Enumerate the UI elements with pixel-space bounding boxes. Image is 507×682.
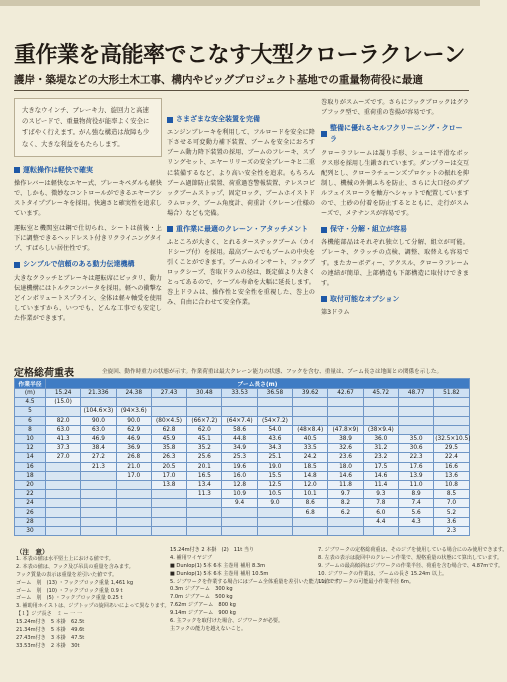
table-header-row — [15, 379, 470, 389]
load-cell — [434, 416, 469, 425]
load-cell — [151, 490, 186, 499]
boom-length-cell: 51.82 — [434, 389, 469, 398]
load-cell: 25.1 — [257, 453, 292, 462]
load-cell: 63.0 — [46, 425, 81, 434]
radius-cell: 22 — [15, 490, 46, 499]
radius-cell: 12 — [15, 444, 46, 453]
load-cell — [222, 517, 257, 526]
load-cell: 16.0 — [222, 471, 257, 480]
note-line: 21.34m付き 5 本掛 49.6t — [16, 627, 85, 634]
radius-cell: 18 — [15, 471, 46, 480]
bullet-square-icon — [167, 117, 173, 123]
note-line: 8. 左表の表示は旋回中のクレーン作業で、規格重量の状態にて算出しています。 — [318, 554, 503, 561]
load-cell: 18.0 — [328, 462, 363, 471]
load-cell: 13.9 — [398, 471, 433, 480]
load-cell — [363, 398, 398, 407]
load-cell — [328, 398, 363, 407]
radius-header: 作業半径 — [15, 379, 46, 389]
bullet-square-icon — [167, 226, 173, 232]
load-cell: 31.2 — [363, 444, 398, 453]
load-cell — [46, 462, 81, 471]
boom-length-row — [15, 389, 470, 398]
load-cell — [151, 499, 186, 508]
load-cell: 12.0 — [293, 480, 328, 489]
note-line: ■ Dunlop(1) 5本 6本 主巻用 補用 8.3m — [170, 562, 266, 569]
load-cell: 4.4 — [363, 517, 398, 526]
load-cell: (64×7.4) — [222, 416, 257, 425]
load-cell: 12.5 — [257, 480, 292, 489]
load-cell: 20.5 — [151, 462, 186, 471]
load-cell — [398, 416, 433, 425]
table-row — [15, 508, 470, 517]
load-cell: 27.2 — [81, 453, 116, 462]
load-cell: 13.6 — [434, 471, 469, 480]
load-cell — [222, 508, 257, 517]
load-cell — [222, 398, 257, 407]
load-cell — [116, 398, 151, 407]
load-cell: 45.1 — [187, 434, 222, 443]
boom-length-cell: 33.53 — [222, 389, 257, 398]
load-cell: 6.2 — [328, 508, 363, 517]
note-line: 9.14m ジブアーム 900 kg — [170, 610, 236, 617]
load-cell — [46, 499, 81, 508]
table-row — [15, 398, 470, 407]
load-cell — [116, 499, 151, 508]
load-cell: 5.6 — [398, 508, 433, 517]
section-heading: シンプルで信頼のある動力伝達機構 — [14, 259, 162, 270]
load-cell: 22.3 — [398, 453, 433, 462]
load-cell — [328, 526, 363, 535]
load-cell — [81, 398, 116, 407]
section-heading: 取付可能なオプション — [321, 294, 469, 305]
load-cell — [363, 416, 398, 425]
load-cell — [293, 407, 328, 416]
load-cell — [46, 471, 81, 480]
top-band — [0, 0, 480, 6]
load-cell — [81, 499, 116, 508]
load-cell — [293, 398, 328, 407]
note-line: ゴーム 別 (13) ・フックブロック重量 1,461 kg — [16, 579, 134, 586]
table-row — [15, 425, 470, 434]
load-cell — [46, 480, 81, 489]
section-heading: 重作業に最適のクレーン・アタッチメント — [167, 224, 315, 235]
note-line: 1. 本表の値は水平堅土上における値です。 — [16, 556, 114, 562]
table-row — [15, 444, 470, 453]
note-line: 27.43m付き 3 本掛 47.5t — [16, 634, 85, 641]
load-cell — [257, 407, 292, 416]
radius-cell: 16 — [15, 462, 46, 471]
load-cell: 8.5 — [434, 490, 469, 499]
radius-cell: 6 — [15, 416, 46, 425]
radius-cell: 26 — [15, 508, 46, 517]
load-cell: 13.8 — [151, 480, 186, 489]
load-cell: 13.4 — [187, 480, 222, 489]
load-cell: 2.3 — [434, 526, 469, 535]
note-line: 11. ジブワークの可能最小作業半径 6m。 — [318, 578, 414, 585]
load-cell: 6.0 — [363, 508, 398, 517]
load-cell: 6.8 — [293, 508, 328, 517]
load-cell: 7.8 — [363, 499, 398, 508]
load-cell: 11.4 — [363, 480, 398, 489]
note-line: 7.62m ジブアーム 800 kg — [170, 602, 236, 609]
load-cell — [187, 398, 222, 407]
note-line: 7. ジブワークの定格総荷重は、そのジブを使用している場合にのみ使用できます。 — [318, 547, 507, 553]
load-cell — [222, 526, 257, 535]
boom-length-cell: 42.67 — [328, 389, 363, 398]
radius-cell: 24 — [15, 499, 46, 508]
radius-cell: 28 — [15, 517, 46, 526]
boom-length-cell: 24.38 — [116, 389, 151, 398]
load-cell: 35.0 — [398, 434, 433, 443]
load-cell — [187, 517, 222, 526]
boom-length-cell: 45.72 — [363, 389, 398, 398]
load-cell: 34.9 — [222, 444, 257, 453]
load-cell: 12.8 — [222, 480, 257, 489]
load-cell — [151, 508, 186, 517]
load-cell: (66×7.2) — [187, 416, 222, 425]
table-row — [15, 499, 470, 508]
rated-load-table — [14, 378, 470, 536]
note-line: 33.53m付き 2 本掛 30t — [16, 642, 80, 649]
load-cell: 90.0 — [116, 416, 151, 425]
load-cell: 5.2 — [434, 508, 469, 517]
boom-length-cell: 27.43 — [151, 389, 186, 398]
load-cell — [151, 407, 186, 416]
load-cell: 10.8 — [434, 480, 469, 489]
load-cell — [187, 508, 222, 517]
load-cell: 11.8 — [328, 480, 363, 489]
load-cell: 24.2 — [293, 453, 328, 462]
load-cell: 7.0 — [434, 499, 469, 508]
notes-heading: （注 意） — [16, 548, 49, 556]
load-cell: 17.0 — [116, 471, 151, 480]
load-cell: (15.0) — [46, 398, 81, 407]
load-cell — [81, 471, 116, 480]
load-cell: 58.6 — [222, 425, 257, 434]
load-cell: 16.6 — [434, 462, 469, 471]
section-body: ふところが大きく、とれるターステックブーム（カイドシーブ付）を採用。最高ブームでもブームの中央を引くことができます。ブームのインサート、フックブロックシーブ、巻取ドラムの径は、既定値より大きくとってあるので、ケーブル寿命を大幅に延長します。巻上ドラムは、操作性と安全性を重視した、巻上のみ、自由に合わせて安全作業。 — [167, 239, 315, 307]
load-cell — [81, 526, 116, 535]
load-cell — [46, 526, 81, 535]
note-line: 5. ジブワークを作業する場合にはブーム全体重量を差引いた能力の値です。 — [170, 578, 345, 585]
note-line: 主フックの能力を越えないこと。 — [170, 625, 247, 632]
load-cell: 21.0 — [116, 462, 151, 471]
load-cell — [363, 526, 398, 535]
load-cell — [151, 398, 186, 407]
load-cell: 35.8 — [151, 444, 186, 453]
load-cell: 34.3 — [257, 444, 292, 453]
boom-length-header: ブーム長さ(m) — [46, 379, 470, 389]
load-cell — [116, 490, 151, 499]
load-cell — [81, 490, 116, 499]
table-title: 定格総荷重表 — [14, 368, 74, 379]
load-cell — [398, 526, 433, 535]
load-cell: 3.6 — [434, 517, 469, 526]
note-line: 0.3m ジブアーム 300 kg — [170, 586, 233, 593]
radius-cell: 14 — [15, 453, 46, 462]
load-cell: 30.6 — [398, 444, 433, 453]
load-cell: 20.1 — [187, 462, 222, 471]
load-cell — [293, 416, 328, 425]
load-cell — [81, 508, 116, 517]
load-cell — [46, 490, 81, 499]
load-cell: 19.0 — [257, 462, 292, 471]
load-cell: 36.0 — [363, 434, 398, 443]
note-line: 3. 補助用ホイストは、ジブトップの旋回あいによって異なります。 — [16, 603, 170, 610]
note-line: ゴーム 別 (10) ・フックブロック重量 0.9 t — [16, 587, 123, 594]
note-line: 10. ジブワークの作業は、ブームの長さ 15.24m 以上。 — [318, 570, 448, 577]
section-heading: さまざまな安全装置を完備 — [167, 114, 315, 125]
load-cell — [398, 407, 433, 416]
load-cell: 18.5 — [293, 462, 328, 471]
load-cell: 82.0 — [46, 416, 81, 425]
section-body: 操作レバーは軽快なエヤー式、ブレーキペダルも軽快で、しかも、微妙なコントロールができるエヤーアシストタイプブレーキを採用。快適さと確実性を追求しています。 — [14, 180, 162, 218]
load-cell — [116, 526, 151, 535]
load-cell — [398, 425, 433, 434]
section-body: 大きなクラッチとブレーキは運転席にピッタリ、動力伝達機構にはトルクコンバータを採用。軽への衝撃などインボリュートスプライン、全体は軽々軸受を使用していますから、いつでも、どんな工事でも安定した作業ができます。 — [14, 274, 162, 322]
note-line: 7.0m ジブアーム 500 kg — [170, 594, 233, 601]
load-cell: 33.5 — [293, 444, 328, 453]
table-row — [15, 434, 470, 443]
load-cell: 25.3 — [222, 453, 257, 462]
boom-length-cell: 21.336 — [81, 389, 116, 398]
table-row — [15, 471, 470, 480]
load-cell: (104.6×3) — [81, 407, 116, 416]
load-cell: 17.6 — [398, 462, 433, 471]
load-cell: 10.9 — [222, 490, 257, 499]
load-cell: 19.6 — [222, 462, 257, 471]
load-cell: 90.0 — [81, 416, 116, 425]
load-cell — [187, 407, 222, 416]
load-cell: 46.9 — [81, 434, 116, 443]
load-cell: 37.3 — [46, 444, 81, 453]
load-cell: 38.4 — [81, 444, 116, 453]
radius-cell: 5 — [15, 407, 46, 416]
load-cell: 23.2 — [363, 453, 398, 462]
load-cell — [398, 398, 433, 407]
load-cell — [257, 398, 292, 407]
load-cell — [434, 425, 469, 434]
column-1 — [14, 98, 162, 329]
load-cell: 9.7 — [328, 490, 363, 499]
load-cell — [363, 407, 398, 416]
load-cell: 62.8 — [151, 425, 186, 434]
load-cell: 11.0 — [398, 480, 433, 489]
load-cell: 10.1 — [293, 490, 328, 499]
section-body: エンジンブレーキを利用して、フルロードを安全に降下させる可変動力補下装置、ブームを安全におろすブーム動力降下装置の採用、ブームのフレーキ、スプリングセット、エヤーリリーズの安全ブレーキと二重に装備するなど、より高い安全性を追求。もちろんブーム過節防止装置、荷重過巻警報装置、テレスコピックブームストップ、固定ロック、ブームホイストドラムロック、ブーム角度計、荷重計（クレーン仕様の場合）なども完備。 — [167, 129, 316, 217]
bullet-square-icon — [321, 227, 327, 233]
load-cell: 11.3 — [187, 490, 222, 499]
radius-cell: 8 — [15, 425, 46, 434]
table-row — [15, 453, 470, 462]
column-3 — [321, 98, 469, 323]
section-heading: 整備に優れるセルフクリーニング・クローラ — [321, 123, 469, 146]
load-cell — [187, 499, 222, 508]
section-body: 運転室と機関室は鋼で仕切られ、シートは前後・上下に調整できるヘッドレスト付きリクライニングタイプ、すばらしい居住性です。 — [14, 225, 162, 253]
bullet-square-icon — [321, 296, 327, 302]
boom-length-cell: 39.62 — [293, 389, 328, 398]
section-heading: 保守・分解・組立が容易 — [321, 224, 469, 235]
bullet-square-icon — [14, 262, 20, 268]
load-cell — [293, 526, 328, 535]
section-body: 第3ドラム — [321, 308, 350, 316]
load-cell — [434, 407, 469, 416]
load-cell: 62.9 — [116, 425, 151, 434]
table-row — [15, 407, 470, 416]
load-cell: 23.6 — [328, 453, 363, 462]
load-cell: (32.5×10.5) — [435, 436, 471, 443]
load-cell: 62.0 — [187, 425, 222, 434]
load-cell: 38.9 — [328, 434, 363, 443]
intro-text: 大きなウインチ、ブレーキ力、旋回力と高速のスピードで、重量物荷役が能率よく安全にすばやく行えます。がん強な構造は故障も少なく、大きな利益をもたらします。 — [22, 106, 150, 148]
radius-cell: 30 — [15, 526, 46, 535]
section-heading: 運転操作は軽快で確実 — [14, 165, 162, 176]
boom-length-cell: 36.58 — [257, 389, 292, 398]
load-cell: 22.4 — [434, 453, 469, 462]
load-cell: (48×8.4) — [293, 425, 328, 434]
note-line: ゴーム 別 (5) ・フックブロック重量 0.25 t — [16, 595, 123, 602]
load-cell: 45.9 — [151, 434, 186, 443]
notes-right — [318, 547, 507, 586]
load-cell: 26.8 — [116, 453, 151, 462]
load-cell: 7.4 — [398, 499, 433, 508]
load-cell: (80×4.5) — [151, 416, 186, 425]
note-line: 15.24m付き 5 本掛 62.5t — [16, 619, 85, 626]
load-cell: 4.3 — [398, 517, 433, 526]
subtitle: 護岸・築堤などの大形土木工事、構内やビッグプロジェクト基地での重量物荷役に最適 — [14, 74, 423, 86]
load-cell: 40.5 — [293, 434, 328, 443]
notes-left — [16, 556, 170, 651]
load-cell: 26.3 — [151, 453, 186, 462]
note-line: 6. 主フックを取付けた場合、ジブワークが必要。 — [170, 618, 284, 625]
load-cell — [293, 517, 328, 526]
load-cell — [328, 517, 363, 526]
load-cell — [328, 407, 363, 416]
load-cell — [187, 526, 222, 535]
load-cell — [222, 407, 257, 416]
load-cell: 16.5 — [187, 471, 222, 480]
load-cell: 29.5 — [434, 444, 469, 453]
section-body: 各機能部品はそれぞれ独立して分解、組立が可能。ブレーキ、クラッチの点検、調整、取替えも容易です。またカーボディー、アクスル、クローラフレームの連結が簡単、上部構造も下部構造に取付けできます。 — [321, 239, 469, 287]
load-cell: 27.0 — [46, 453, 81, 462]
load-cell — [116, 480, 151, 489]
load-cell — [434, 398, 469, 407]
radius-cell: 20 — [15, 480, 46, 489]
load-cell — [81, 480, 116, 489]
bullet-square-icon — [14, 167, 20, 173]
load-cell: 41.3 — [46, 434, 81, 443]
column-2 — [167, 98, 315, 313]
boom-length-cell: 48.77 — [398, 389, 433, 398]
table-row — [15, 490, 470, 499]
load-cell: 36.9 — [116, 444, 151, 453]
table-note: 全旋回、動作時重力の状態が示す。作業荷重は最大クレーン能力の状態、フックを含む、重量は、ブーム長さは地面との関係を示した。 — [102, 369, 443, 375]
table-row — [15, 416, 470, 425]
notes-middle — [170, 547, 345, 634]
load-cell — [46, 517, 81, 526]
table-row — [15, 480, 470, 489]
main-title: 重作業を高能率でこなす大型クローラクレーン — [14, 43, 466, 68]
load-cell: 25.6 — [187, 453, 222, 462]
load-cell — [257, 517, 292, 526]
load-cell: 14.6 — [328, 471, 363, 480]
load-cell — [116, 517, 151, 526]
load-cell: 17.5 — [363, 462, 398, 471]
load-cell: 9.4 — [222, 499, 257, 508]
load-cell — [151, 517, 186, 526]
load-cell: 10.5 — [257, 490, 292, 499]
load-cell — [257, 508, 292, 517]
load-cell: 14.6 — [363, 471, 398, 480]
table-row — [15, 526, 470, 535]
radius-cell: 10 — [15, 434, 46, 443]
load-cell — [46, 508, 81, 517]
load-cell — [151, 526, 186, 535]
load-cell: (38×9.4) — [363, 425, 398, 434]
boom-length-cell: 30.48 — [187, 389, 222, 398]
unit-cell: (m) — [15, 389, 46, 398]
note-line: 15.24m付き 2 本掛 (2) 11t 当り — [170, 547, 255, 553]
load-cell: 8.9 — [398, 490, 433, 499]
load-cell — [257, 526, 292, 535]
intro-box — [14, 98, 162, 157]
load-cell: 46.9 — [116, 434, 151, 443]
load-cell: (54×7.2) — [257, 416, 292, 425]
note-line: フック質量の表示は重量を差引いた値です。 — [16, 571, 118, 578]
load-cell: 17.0 — [151, 471, 186, 480]
boom-length-cell: 15.24 — [46, 389, 81, 398]
load-cell: 14.8 — [293, 471, 328, 480]
load-cell: 9.3 — [363, 490, 398, 499]
load-cell: 21.3 — [81, 462, 116, 471]
load-cell: 43.6 — [257, 434, 292, 443]
note-line: ■ Dunlop(1) 5本 6本 主巻用 補用 10.5m — [170, 570, 269, 577]
load-cell: 54.0 — [257, 425, 292, 434]
load-cell — [116, 508, 151, 517]
load-cell: 9.0 — [257, 499, 292, 508]
load-cell: 8.2 — [328, 499, 363, 508]
bullet-square-icon — [321, 131, 327, 137]
note-line: 【１】ジブ長さ ミ ー 一 一 — [16, 611, 82, 618]
note-line: 4. 補用ワイヤジブ — [170, 554, 212, 561]
load-cell: (47.8×9) — [328, 425, 363, 434]
load-cell: 8.6 — [293, 499, 328, 508]
header-rule — [14, 90, 469, 91]
load-cell: 15.5 — [257, 471, 292, 480]
load-cell: 35.2 — [187, 444, 222, 453]
section-body: クローラフレームは凝り手形、シューは平滑なボックス形を採用し生鍛されています。ダンプラーは交互配列とし、クローラチェーンズプロケットの振れを抑制し、機械の外側ふちを防止、さらに大口径のダブルフェイスローラを軸方へシャットで配置していますので、土砂の付着を防止するとともに、走行がスムーズで、メテナンスが容易です。 — [321, 149, 470, 218]
section-body: 巻取りがスムーズです。さらにフックブロックはグラブフック型で、重荷重の巻揚が容易です。 — [321, 99, 469, 117]
note-line: 9. ブームの最高傾斜はジブワークの作業半径、荷重を含む場合で、4.87mです。 — [318, 562, 504, 569]
load-cell: 32.6 — [328, 444, 363, 453]
note-line: 2. 本表の値は、フック及び吊具の重量を含みます。 — [16, 563, 134, 570]
load-cell: 44.8 — [222, 434, 257, 443]
load-cell — [46, 407, 81, 416]
load-cell: 63.0 — [81, 425, 116, 434]
table-row — [15, 517, 470, 526]
radius-cell: 4.5 — [15, 398, 46, 407]
load-cell: (94×3.6) — [116, 407, 151, 416]
load-cell — [81, 517, 116, 526]
table-row — [15, 462, 470, 471]
load-cell — [328, 416, 363, 425]
